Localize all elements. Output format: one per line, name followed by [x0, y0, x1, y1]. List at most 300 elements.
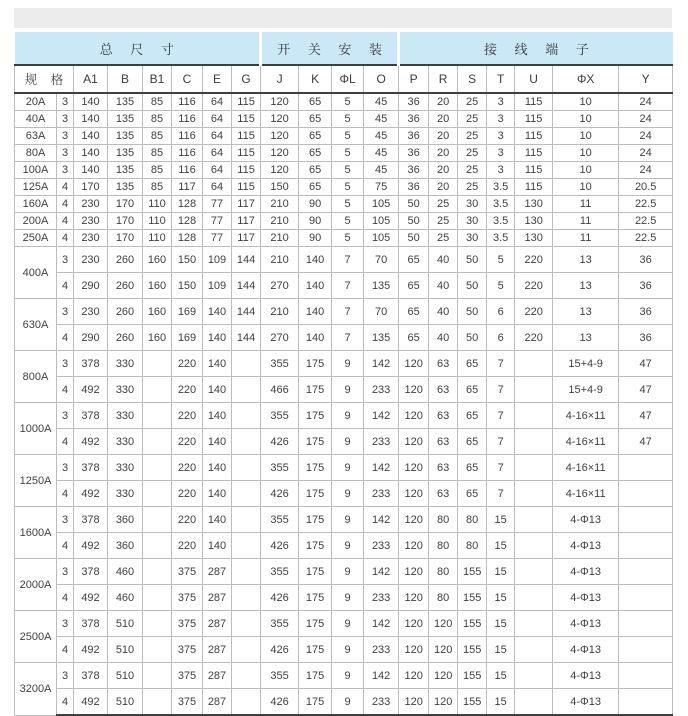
value-cell: 5 [332, 128, 364, 145]
value-cell: 115 [515, 162, 553, 179]
value-cell: 120 [399, 403, 429, 429]
value-cell [143, 559, 172, 585]
table-row [15, 299, 673, 325]
value-cell [232, 429, 261, 455]
value-cell: 77 [203, 230, 232, 247]
value-cell [515, 429, 553, 455]
column-header: K [299, 65, 332, 93]
value-cell: 155 [458, 559, 487, 585]
value-cell: 233 [364, 585, 399, 611]
value-cell: 20 [429, 111, 458, 128]
value-cell: 120 [399, 559, 429, 585]
value-cell: 47 [619, 403, 673, 429]
value-cell [232, 403, 261, 429]
value-cell: 36 [619, 325, 673, 351]
value-cell: 169 [172, 299, 203, 325]
value-cell: 5 [332, 93, 364, 111]
value-cell: 128 [172, 230, 203, 247]
value-cell: 3.5 [487, 179, 515, 196]
spec-cell: 2000A [15, 559, 57, 611]
column-header: U [515, 65, 553, 93]
value-cell: 426 [261, 481, 299, 507]
value-cell: 47 [619, 351, 673, 377]
value-cell: 13 [553, 273, 619, 299]
value-cell: 360 [108, 533, 143, 559]
table-row [15, 403, 673, 429]
value-cell: 5 [332, 196, 364, 213]
value-cell: 117 [172, 179, 203, 196]
value-cell: 15 [487, 507, 515, 533]
value-cell: 63 [429, 481, 458, 507]
value-cell: 140 [74, 162, 108, 179]
spec-cell: 200A [15, 213, 57, 230]
pole-count-cell: 4 [57, 377, 74, 403]
value-cell: 378 [74, 663, 108, 689]
column-header: G [232, 65, 261, 93]
value-cell [619, 689, 673, 716]
value-cell: 13 [553, 325, 619, 351]
value-cell: 290 [74, 273, 108, 299]
value-cell: 40 [429, 299, 458, 325]
value-cell: 110 [143, 230, 172, 247]
value-cell: 65 [458, 377, 487, 403]
value-cell [619, 481, 673, 507]
value-cell: 510 [108, 637, 143, 663]
value-cell: 378 [74, 611, 108, 637]
value-cell: 378 [74, 507, 108, 533]
pole-count-cell: 4 [57, 179, 74, 196]
column-header: T [487, 65, 515, 93]
value-cell: 9 [332, 533, 364, 559]
value-cell: 375 [172, 611, 203, 637]
value-cell: 135 [364, 325, 399, 351]
value-cell: 460 [108, 585, 143, 611]
value-cell: 40 [429, 247, 458, 273]
value-cell: 375 [172, 689, 203, 716]
value-cell: 115 [515, 93, 553, 111]
pole-count-cell: 3 [57, 611, 74, 637]
value-cell [515, 663, 553, 689]
value-cell: 120 [399, 533, 429, 559]
pole-count-cell: 3 [57, 351, 74, 377]
value-cell: 115 [515, 145, 553, 162]
value-cell: 65 [458, 481, 487, 507]
value-cell: 110 [143, 196, 172, 213]
spec-cell: 100A [15, 162, 57, 179]
value-cell: 290 [74, 325, 108, 351]
value-cell: 80 [458, 533, 487, 559]
value-cell: 9 [332, 429, 364, 455]
value-cell: 175 [299, 559, 332, 585]
value-cell: 64 [203, 145, 232, 162]
value-cell [515, 585, 553, 611]
value-cell: 20 [429, 162, 458, 179]
value-cell: 115 [515, 128, 553, 145]
value-cell: 11 [553, 213, 619, 230]
value-cell: 3 [487, 145, 515, 162]
value-cell: 15 [487, 663, 515, 689]
value-cell: 109 [203, 273, 232, 299]
value-cell: 117 [232, 213, 261, 230]
value-cell: 10 [553, 111, 619, 128]
value-cell: 20 [429, 93, 458, 111]
value-cell: 40 [429, 325, 458, 351]
value-cell: 5 [332, 179, 364, 196]
value-cell: 220 [515, 299, 553, 325]
value-cell: 175 [299, 351, 332, 377]
table-row [15, 128, 673, 145]
table-row [15, 637, 673, 663]
column-header: E [203, 65, 232, 93]
value-cell: 7 [332, 273, 364, 299]
value-cell: 175 [299, 611, 332, 637]
pole-count-cell: 4 [57, 637, 74, 663]
value-cell: 25 [429, 230, 458, 247]
value-cell: 50 [399, 230, 429, 247]
value-cell [515, 559, 553, 585]
value-cell: 210 [261, 230, 299, 247]
value-cell: 175 [299, 481, 332, 507]
value-cell: 65 [458, 351, 487, 377]
value-cell: 85 [143, 93, 172, 111]
value-cell: 230 [74, 196, 108, 213]
value-cell: 375 [172, 559, 203, 585]
value-cell: 36 [619, 247, 673, 273]
table-header [15, 32, 673, 93]
pole-count-cell: 4 [57, 429, 74, 455]
value-cell: 210 [261, 247, 299, 273]
value-cell: 220 [172, 481, 203, 507]
value-cell [143, 611, 172, 637]
value-cell: 9 [332, 559, 364, 585]
value-cell: 142 [364, 455, 399, 481]
value-cell: 9 [332, 481, 364, 507]
value-cell: 65 [399, 299, 429, 325]
value-cell: 150 [261, 179, 299, 196]
value-cell: 155 [458, 663, 487, 689]
table-row [15, 429, 673, 455]
table-row [15, 179, 673, 196]
spec-cell: 20A [15, 93, 57, 111]
value-cell: 115 [515, 179, 553, 196]
value-cell: 375 [172, 585, 203, 611]
value-cell: 287 [203, 611, 232, 637]
value-cell: 116 [172, 162, 203, 179]
spec-cell: 400A [15, 247, 57, 299]
value-cell: 80 [458, 507, 487, 533]
value-cell: 63 [429, 403, 458, 429]
value-cell: 117 [232, 196, 261, 213]
value-cell: 260 [108, 247, 143, 273]
value-cell: 63 [429, 351, 458, 377]
value-cell: 355 [261, 663, 299, 689]
value-cell: 15+4-9 [553, 351, 619, 377]
value-cell: 50 [458, 325, 487, 351]
value-cell: 9 [332, 455, 364, 481]
value-cell: 287 [203, 585, 232, 611]
pole-count-cell: 4 [57, 325, 74, 351]
value-cell [515, 507, 553, 533]
pole-count-cell: 4 [57, 689, 74, 716]
value-cell: 36 [399, 93, 429, 111]
value-cell: 120 [429, 689, 458, 716]
value-cell: 3 [487, 128, 515, 145]
value-cell: 510 [108, 663, 143, 689]
value-cell [232, 689, 261, 716]
pole-count-cell: 3 [57, 247, 74, 273]
value-cell: 210 [261, 196, 299, 213]
spec-cell: 630A [15, 299, 57, 351]
value-cell: 144 [232, 273, 261, 299]
pole-count-cell: 3 [57, 145, 74, 162]
value-cell: 375 [172, 663, 203, 689]
value-cell: 140 [299, 273, 332, 299]
spec-cell: 1600A [15, 507, 57, 559]
value-cell: 155 [458, 611, 487, 637]
value-cell: 3.5 [487, 213, 515, 230]
value-cell: 64 [203, 179, 232, 196]
value-cell: 4-Φ13 [553, 533, 619, 559]
value-cell: 90 [299, 213, 332, 230]
value-cell: 20 [429, 145, 458, 162]
value-cell: 6 [487, 325, 515, 351]
spec-cell: 250A [15, 230, 57, 247]
spec-cell: 160A [15, 196, 57, 213]
value-cell: 210 [261, 299, 299, 325]
column-header: R [429, 65, 458, 93]
value-cell: 120 [399, 663, 429, 689]
value-cell: 140 [299, 299, 332, 325]
value-cell: 135 [108, 145, 143, 162]
value-cell: 50 [458, 273, 487, 299]
value-cell: 10 [553, 145, 619, 162]
value-cell: 65 [299, 162, 332, 179]
table-row [15, 481, 673, 507]
value-cell: 140 [74, 93, 108, 111]
value-cell: 15 [487, 689, 515, 716]
value-cell [143, 455, 172, 481]
value-cell [143, 351, 172, 377]
pole-count-cell: 3 [57, 559, 74, 585]
value-cell: 9 [332, 403, 364, 429]
value-cell: 9 [332, 507, 364, 533]
value-cell: 135 [108, 128, 143, 145]
value-cell: 150 [172, 247, 203, 273]
value-cell [232, 663, 261, 689]
value-cell [232, 351, 261, 377]
table-row [15, 145, 673, 162]
top-strip [14, 8, 672, 28]
value-cell: 135 [108, 111, 143, 128]
table-row [15, 230, 673, 247]
value-cell: 140 [203, 351, 232, 377]
column-header: J [261, 65, 299, 93]
value-cell: 64 [203, 162, 232, 179]
value-cell [515, 533, 553, 559]
value-cell: 170 [108, 196, 143, 213]
value-cell: 140 [203, 325, 232, 351]
value-cell [515, 351, 553, 377]
value-cell: 175 [299, 689, 332, 716]
value-cell: 115 [515, 111, 553, 128]
value-cell: 7 [487, 403, 515, 429]
value-cell: 65 [299, 93, 332, 111]
value-cell: 10 [553, 162, 619, 179]
value-cell: 10 [553, 128, 619, 145]
value-cell: 460 [108, 559, 143, 585]
value-cell: 50 [399, 196, 429, 213]
value-cell [143, 507, 172, 533]
value-cell: 233 [364, 689, 399, 716]
spec-cell: 80A [15, 145, 57, 162]
value-cell: 140 [203, 429, 232, 455]
column-header: P [399, 65, 429, 93]
value-cell: 140 [203, 507, 232, 533]
value-cell: 260 [108, 325, 143, 351]
value-cell: 65 [458, 403, 487, 429]
spec-cell: 63A [15, 128, 57, 145]
value-cell: 170 [74, 179, 108, 196]
value-cell: 65 [458, 455, 487, 481]
value-cell: 4-Φ13 [553, 507, 619, 533]
value-cell: 77 [203, 213, 232, 230]
value-cell: 355 [261, 403, 299, 429]
value-cell: 36 [619, 299, 673, 325]
column-header: S [458, 65, 487, 93]
spec-cell: 125A [15, 179, 57, 196]
value-cell: 15 [487, 559, 515, 585]
value-cell: 5 [332, 111, 364, 128]
value-cell [515, 689, 553, 716]
table-row [15, 663, 673, 689]
value-cell: 115 [232, 93, 261, 111]
value-cell: 65 [399, 325, 429, 351]
value-cell: 4-Φ13 [553, 585, 619, 611]
value-cell: 85 [143, 179, 172, 196]
value-cell: 135 [108, 179, 143, 196]
value-cell: 120 [429, 637, 458, 663]
value-cell: 120 [261, 145, 299, 162]
value-cell: 7 [487, 377, 515, 403]
value-cell: 64 [203, 128, 232, 145]
table-row [15, 273, 673, 299]
value-cell: 77 [203, 196, 232, 213]
value-cell [143, 533, 172, 559]
value-cell: 120 [261, 162, 299, 179]
value-cell: 4-Φ13 [553, 663, 619, 689]
value-cell: 135 [108, 93, 143, 111]
value-cell: 25 [429, 213, 458, 230]
value-cell [143, 429, 172, 455]
pole-count-cell: 3 [57, 111, 74, 128]
value-cell: 5 [332, 213, 364, 230]
value-cell: 65 [458, 429, 487, 455]
value-cell: 140 [203, 533, 232, 559]
spec-cell: 800A [15, 351, 57, 403]
column-header: C [172, 65, 203, 93]
value-cell [143, 585, 172, 611]
pole-count-cell: 3 [57, 403, 74, 429]
value-cell: 3.5 [487, 230, 515, 247]
value-cell: 378 [74, 455, 108, 481]
value-cell: 45 [364, 128, 399, 145]
value-cell: 220 [172, 455, 203, 481]
value-cell: 170 [108, 230, 143, 247]
value-cell [143, 663, 172, 689]
value-cell: 45 [364, 111, 399, 128]
value-cell: 50 [399, 213, 429, 230]
value-cell: 142 [364, 663, 399, 689]
value-cell: 492 [74, 585, 108, 611]
value-cell: 160 [143, 299, 172, 325]
column-header-row [15, 65, 673, 93]
value-cell: 11 [553, 230, 619, 247]
value-cell [232, 533, 261, 559]
dimension-spec-table [14, 32, 673, 716]
value-cell: 260 [108, 273, 143, 299]
value-cell [232, 455, 261, 481]
pole-count-cell: 4 [57, 196, 74, 213]
pole-count-cell: 3 [57, 507, 74, 533]
value-cell: 3.5 [487, 196, 515, 213]
value-cell: 135 [364, 273, 399, 299]
value-cell: 287 [203, 689, 232, 716]
value-cell: 175 [299, 403, 332, 429]
value-cell: 210 [261, 213, 299, 230]
value-cell: 140 [203, 403, 232, 429]
value-cell: 115 [232, 179, 261, 196]
value-cell: 230 [74, 299, 108, 325]
value-cell: 120 [399, 507, 429, 533]
value-cell: 175 [299, 507, 332, 533]
value-cell: 4-Φ13 [553, 689, 619, 716]
value-cell: 65 [299, 111, 332, 128]
value-cell: 24 [619, 145, 673, 162]
column-header: A1 [74, 65, 108, 93]
table-row [15, 611, 673, 637]
value-cell: 120 [399, 455, 429, 481]
pole-count-cell: 3 [57, 162, 74, 179]
value-cell: 140 [74, 145, 108, 162]
value-cell: 9 [332, 637, 364, 663]
value-cell: 355 [261, 455, 299, 481]
value-cell [515, 637, 553, 663]
value-cell: 120 [399, 377, 429, 403]
value-cell: 45 [364, 162, 399, 179]
value-cell: 115 [232, 145, 261, 162]
value-cell: 142 [364, 507, 399, 533]
value-cell: 80 [429, 507, 458, 533]
value-cell: 155 [458, 637, 487, 663]
table-row [15, 585, 673, 611]
value-cell: 7 [332, 247, 364, 273]
value-cell: 5 [332, 162, 364, 179]
value-cell: 70 [364, 247, 399, 273]
value-cell: 175 [299, 533, 332, 559]
pole-count-cell: 4 [57, 273, 74, 299]
value-cell: 20 [429, 128, 458, 145]
value-cell: 45 [364, 145, 399, 162]
value-cell: 5 [487, 247, 515, 273]
value-cell: 233 [364, 429, 399, 455]
value-cell: 85 [143, 128, 172, 145]
value-cell: 140 [203, 299, 232, 325]
value-cell [619, 585, 673, 611]
value-cell: 120 [399, 611, 429, 637]
value-cell: 24 [619, 162, 673, 179]
pole-count-cell: 3 [57, 299, 74, 325]
value-cell: 70 [364, 299, 399, 325]
